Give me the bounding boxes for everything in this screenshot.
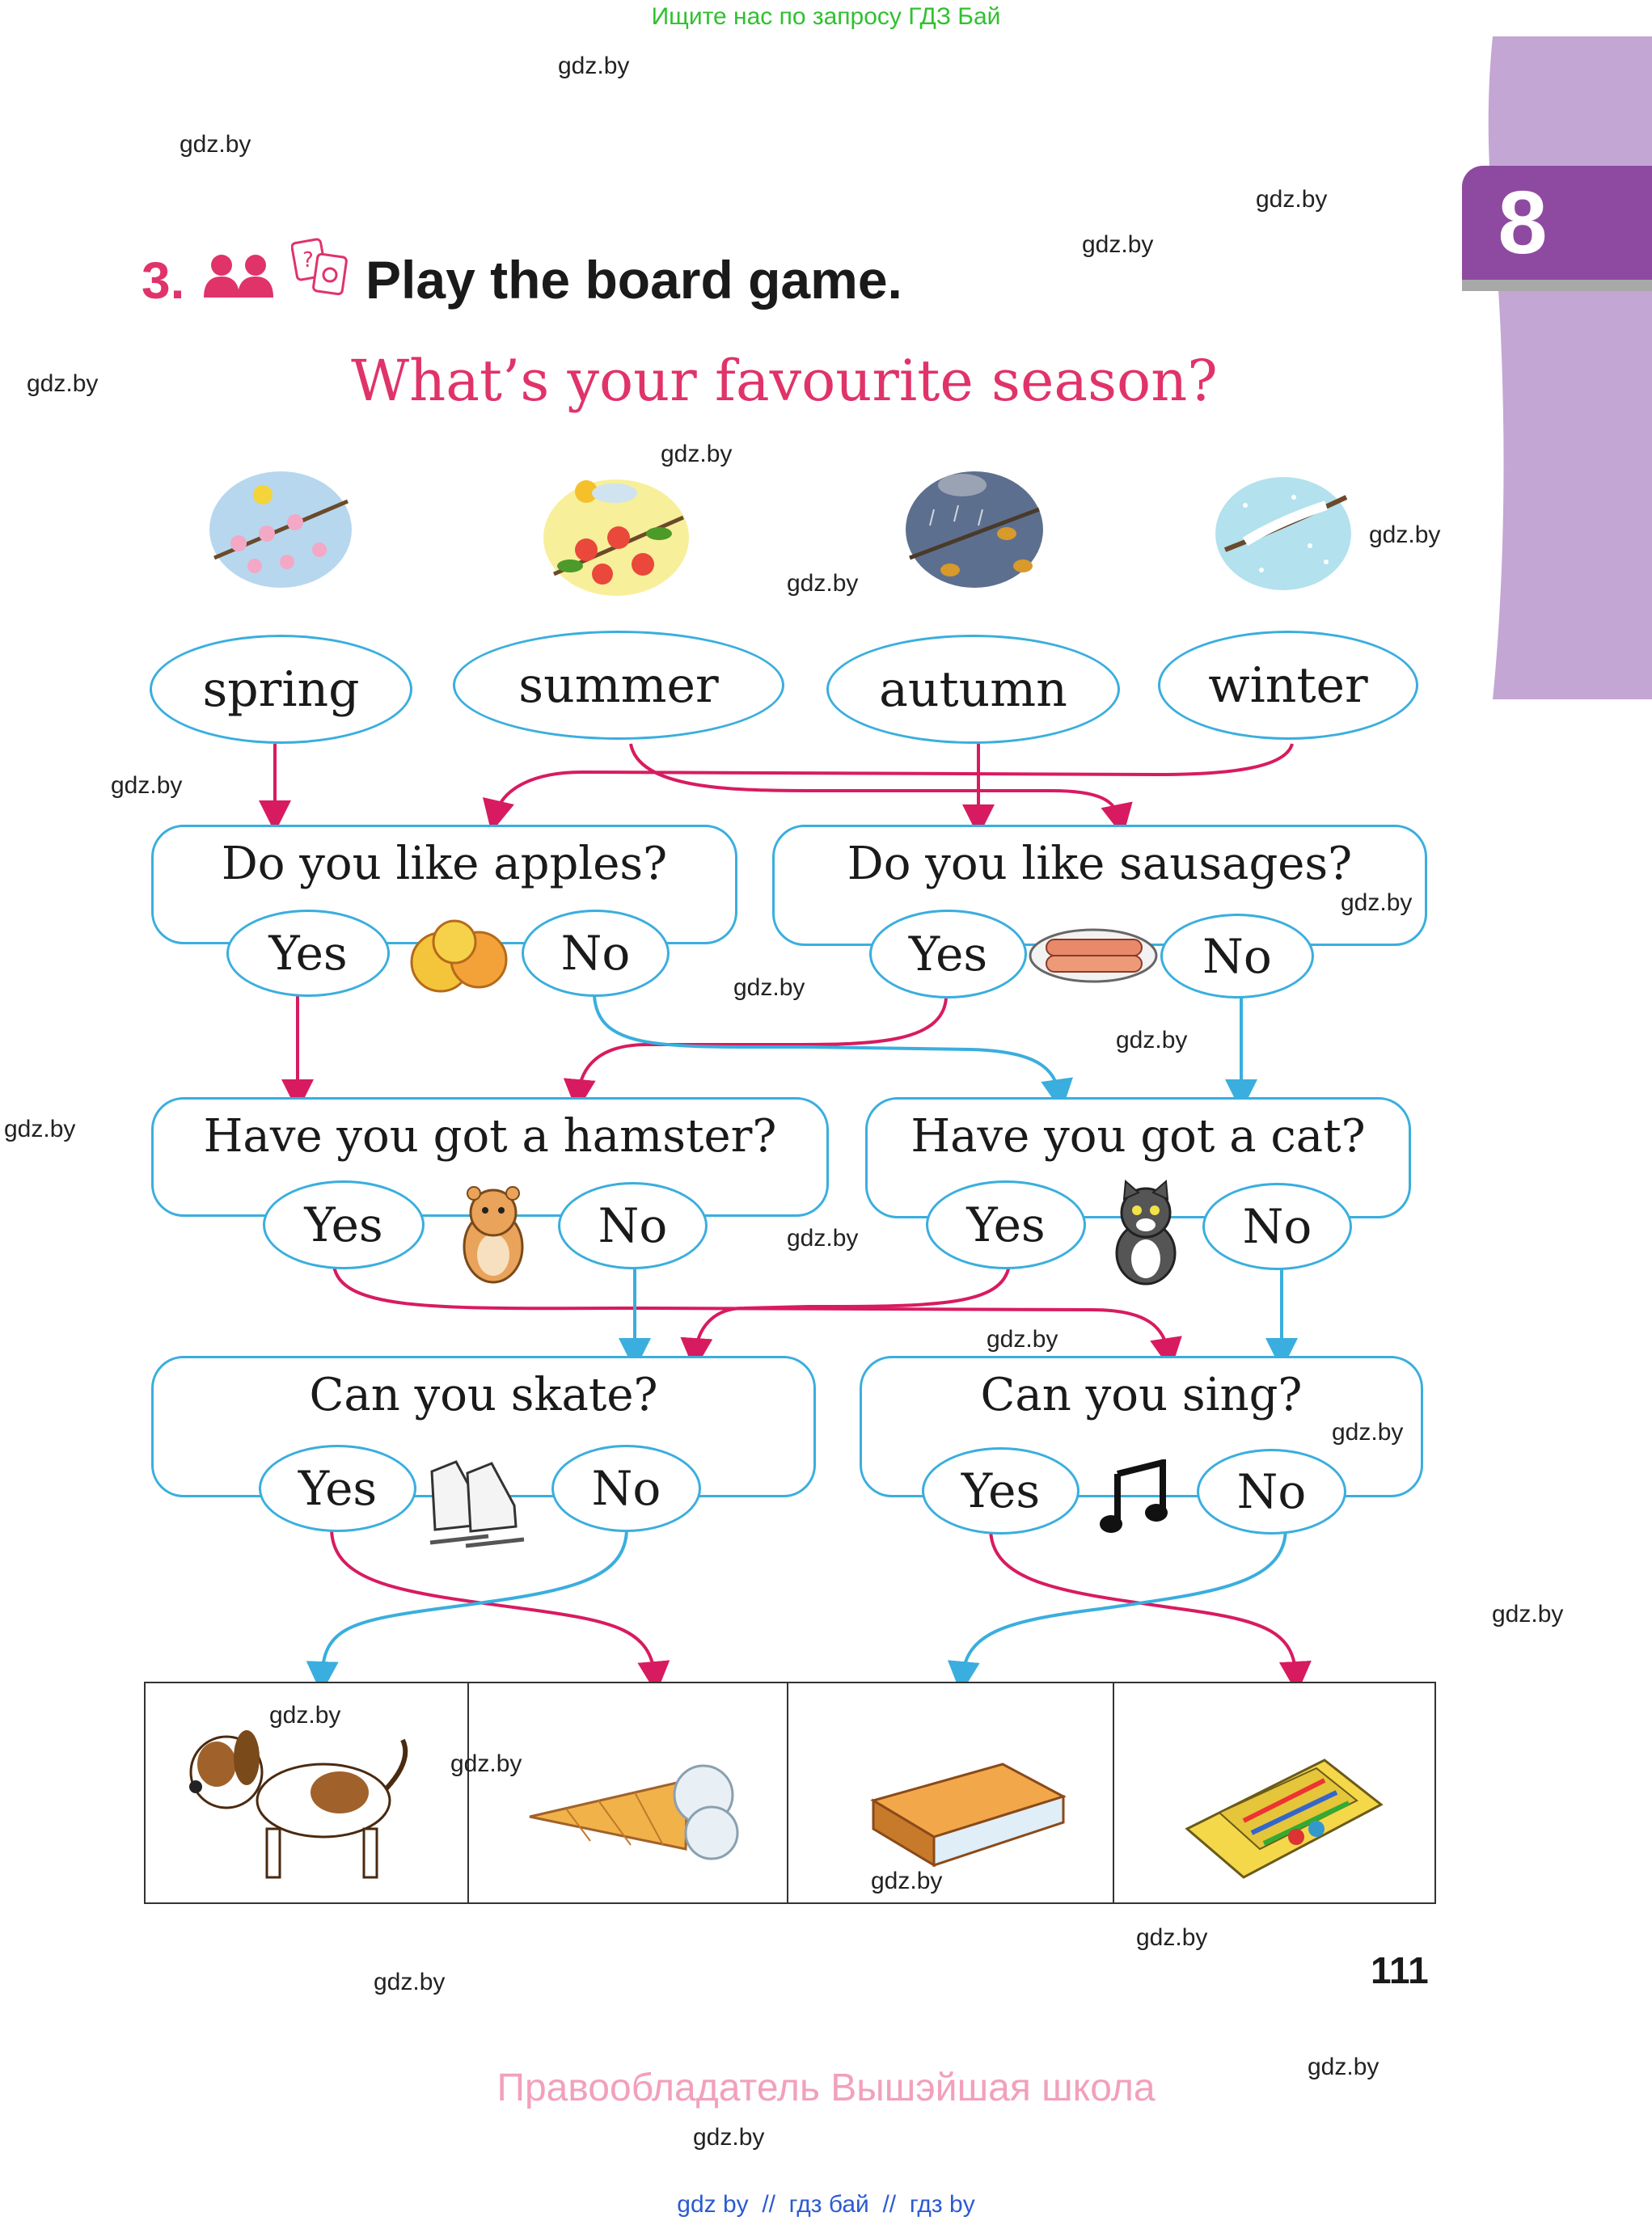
watermark: gdz.by bbox=[1256, 186, 1328, 213]
watermark: gdz.by bbox=[450, 1750, 522, 1777]
exercise-title: Play the board game. bbox=[365, 250, 902, 310]
hamster-picture bbox=[453, 1182, 534, 1287]
watermark: gdz.by bbox=[733, 974, 805, 1001]
answer-yes-cat[interactable]: Yes bbox=[926, 1180, 1086, 1269]
apples-picture bbox=[404, 918, 513, 994]
answer-no-apples[interactable]: No bbox=[522, 910, 670, 997]
answer-no-sausages[interactable]: No bbox=[1160, 914, 1314, 999]
watermark: gdz.by bbox=[374, 1969, 446, 1995]
music-note-icon bbox=[1100, 1459, 1168, 1536]
watermark: gdz.by bbox=[1136, 1924, 1208, 1951]
result-book[interactable] bbox=[787, 1682, 1114, 1904]
footer-links[interactable]: gdz by // гдз бай // гдз by bbox=[677, 2191, 975, 2218]
skates-picture bbox=[420, 1455, 526, 1556]
watermark: gdz.by bbox=[1341, 889, 1413, 916]
watermark: gdz.by bbox=[558, 53, 630, 79]
watermark: gdz.by bbox=[1116, 1027, 1188, 1053]
watermark: gdz.by bbox=[27, 370, 99, 397]
watermark: gdz.by bbox=[269, 1702, 341, 1729]
watermark: gdz.by bbox=[661, 441, 733, 467]
season-winter[interactable]: winter bbox=[1158, 631, 1418, 740]
result-pencil-case[interactable] bbox=[1113, 1682, 1436, 1904]
question-skate: Can you skate? bbox=[309, 1369, 658, 1421]
ice-cream-picture bbox=[469, 1683, 787, 1902]
watermark: gdz.by bbox=[987, 1326, 1058, 1353]
watermark: gdz.by bbox=[871, 1868, 943, 1894]
season-summer[interactable]: summer bbox=[453, 631, 784, 740]
watermark: gdz.by bbox=[1308, 2054, 1379, 2080]
answer-yes-apples[interactable]: Yes bbox=[226, 910, 390, 997]
season-autumn[interactable]: autumn bbox=[826, 635, 1120, 744]
answer-yes-hamster[interactable]: Yes bbox=[263, 1180, 425, 1269]
answer-yes-sausages[interactable]: Yes bbox=[869, 910, 1027, 999]
question-sausages: Do you like sausages? bbox=[847, 838, 1353, 890]
question-hamster: Have you got a hamster? bbox=[203, 1110, 777, 1163]
page-number: 111 bbox=[1371, 1949, 1429, 1991]
watermark: gdz.by bbox=[180, 131, 251, 158]
book-picture bbox=[788, 1683, 1113, 1902]
watermark: gdz.by bbox=[693, 2124, 765, 2151]
result-ice-cream[interactable] bbox=[467, 1682, 788, 1904]
answer-no-sing[interactable]: No bbox=[1197, 1449, 1346, 1535]
question-apples: Do you like apples? bbox=[221, 838, 668, 890]
cat-picture bbox=[1101, 1176, 1190, 1290]
watermark: gdz.by bbox=[111, 772, 183, 799]
answer-yes-skate[interactable]: Yes bbox=[259, 1445, 416, 1532]
sausages-picture bbox=[1027, 922, 1160, 986]
question-sing: Can you sing? bbox=[980, 1369, 1303, 1421]
svg-text:?: ? bbox=[302, 248, 314, 272]
watermark: gdz.by bbox=[1082, 231, 1154, 258]
answer-no-hamster[interactable]: No bbox=[558, 1182, 708, 1269]
watermark: gdz.by bbox=[1332, 1419, 1404, 1446]
pencil-case-picture bbox=[1114, 1683, 1434, 1902]
answer-no-skate[interactable]: No bbox=[551, 1445, 701, 1532]
unit-number: 8 bbox=[1498, 173, 1548, 272]
watermark: gdz.by bbox=[787, 570, 859, 597]
exercise-number: 3. bbox=[142, 251, 185, 310]
watermark: gdz.by bbox=[787, 1225, 859, 1252]
season-spring[interactable]: spring bbox=[150, 635, 412, 744]
game-heading: What’s your favourite season? bbox=[351, 348, 1218, 414]
watermark: gdz.by bbox=[1369, 521, 1441, 548]
watermark: gdz.by bbox=[1492, 1601, 1564, 1628]
top-banner[interactable]: Ищите нас по запросу ГДЗ Бай bbox=[651, 3, 1001, 30]
answer-yes-sing[interactable]: Yes bbox=[922, 1447, 1080, 1535]
copyright-line: Правообладатель Вышэйшая школа bbox=[496, 2067, 1156, 2109]
watermark: gdz.by bbox=[4, 1116, 76, 1142]
answer-no-cat[interactable]: No bbox=[1202, 1183, 1352, 1270]
question-cat: Have you got a cat? bbox=[911, 1110, 1366, 1163]
